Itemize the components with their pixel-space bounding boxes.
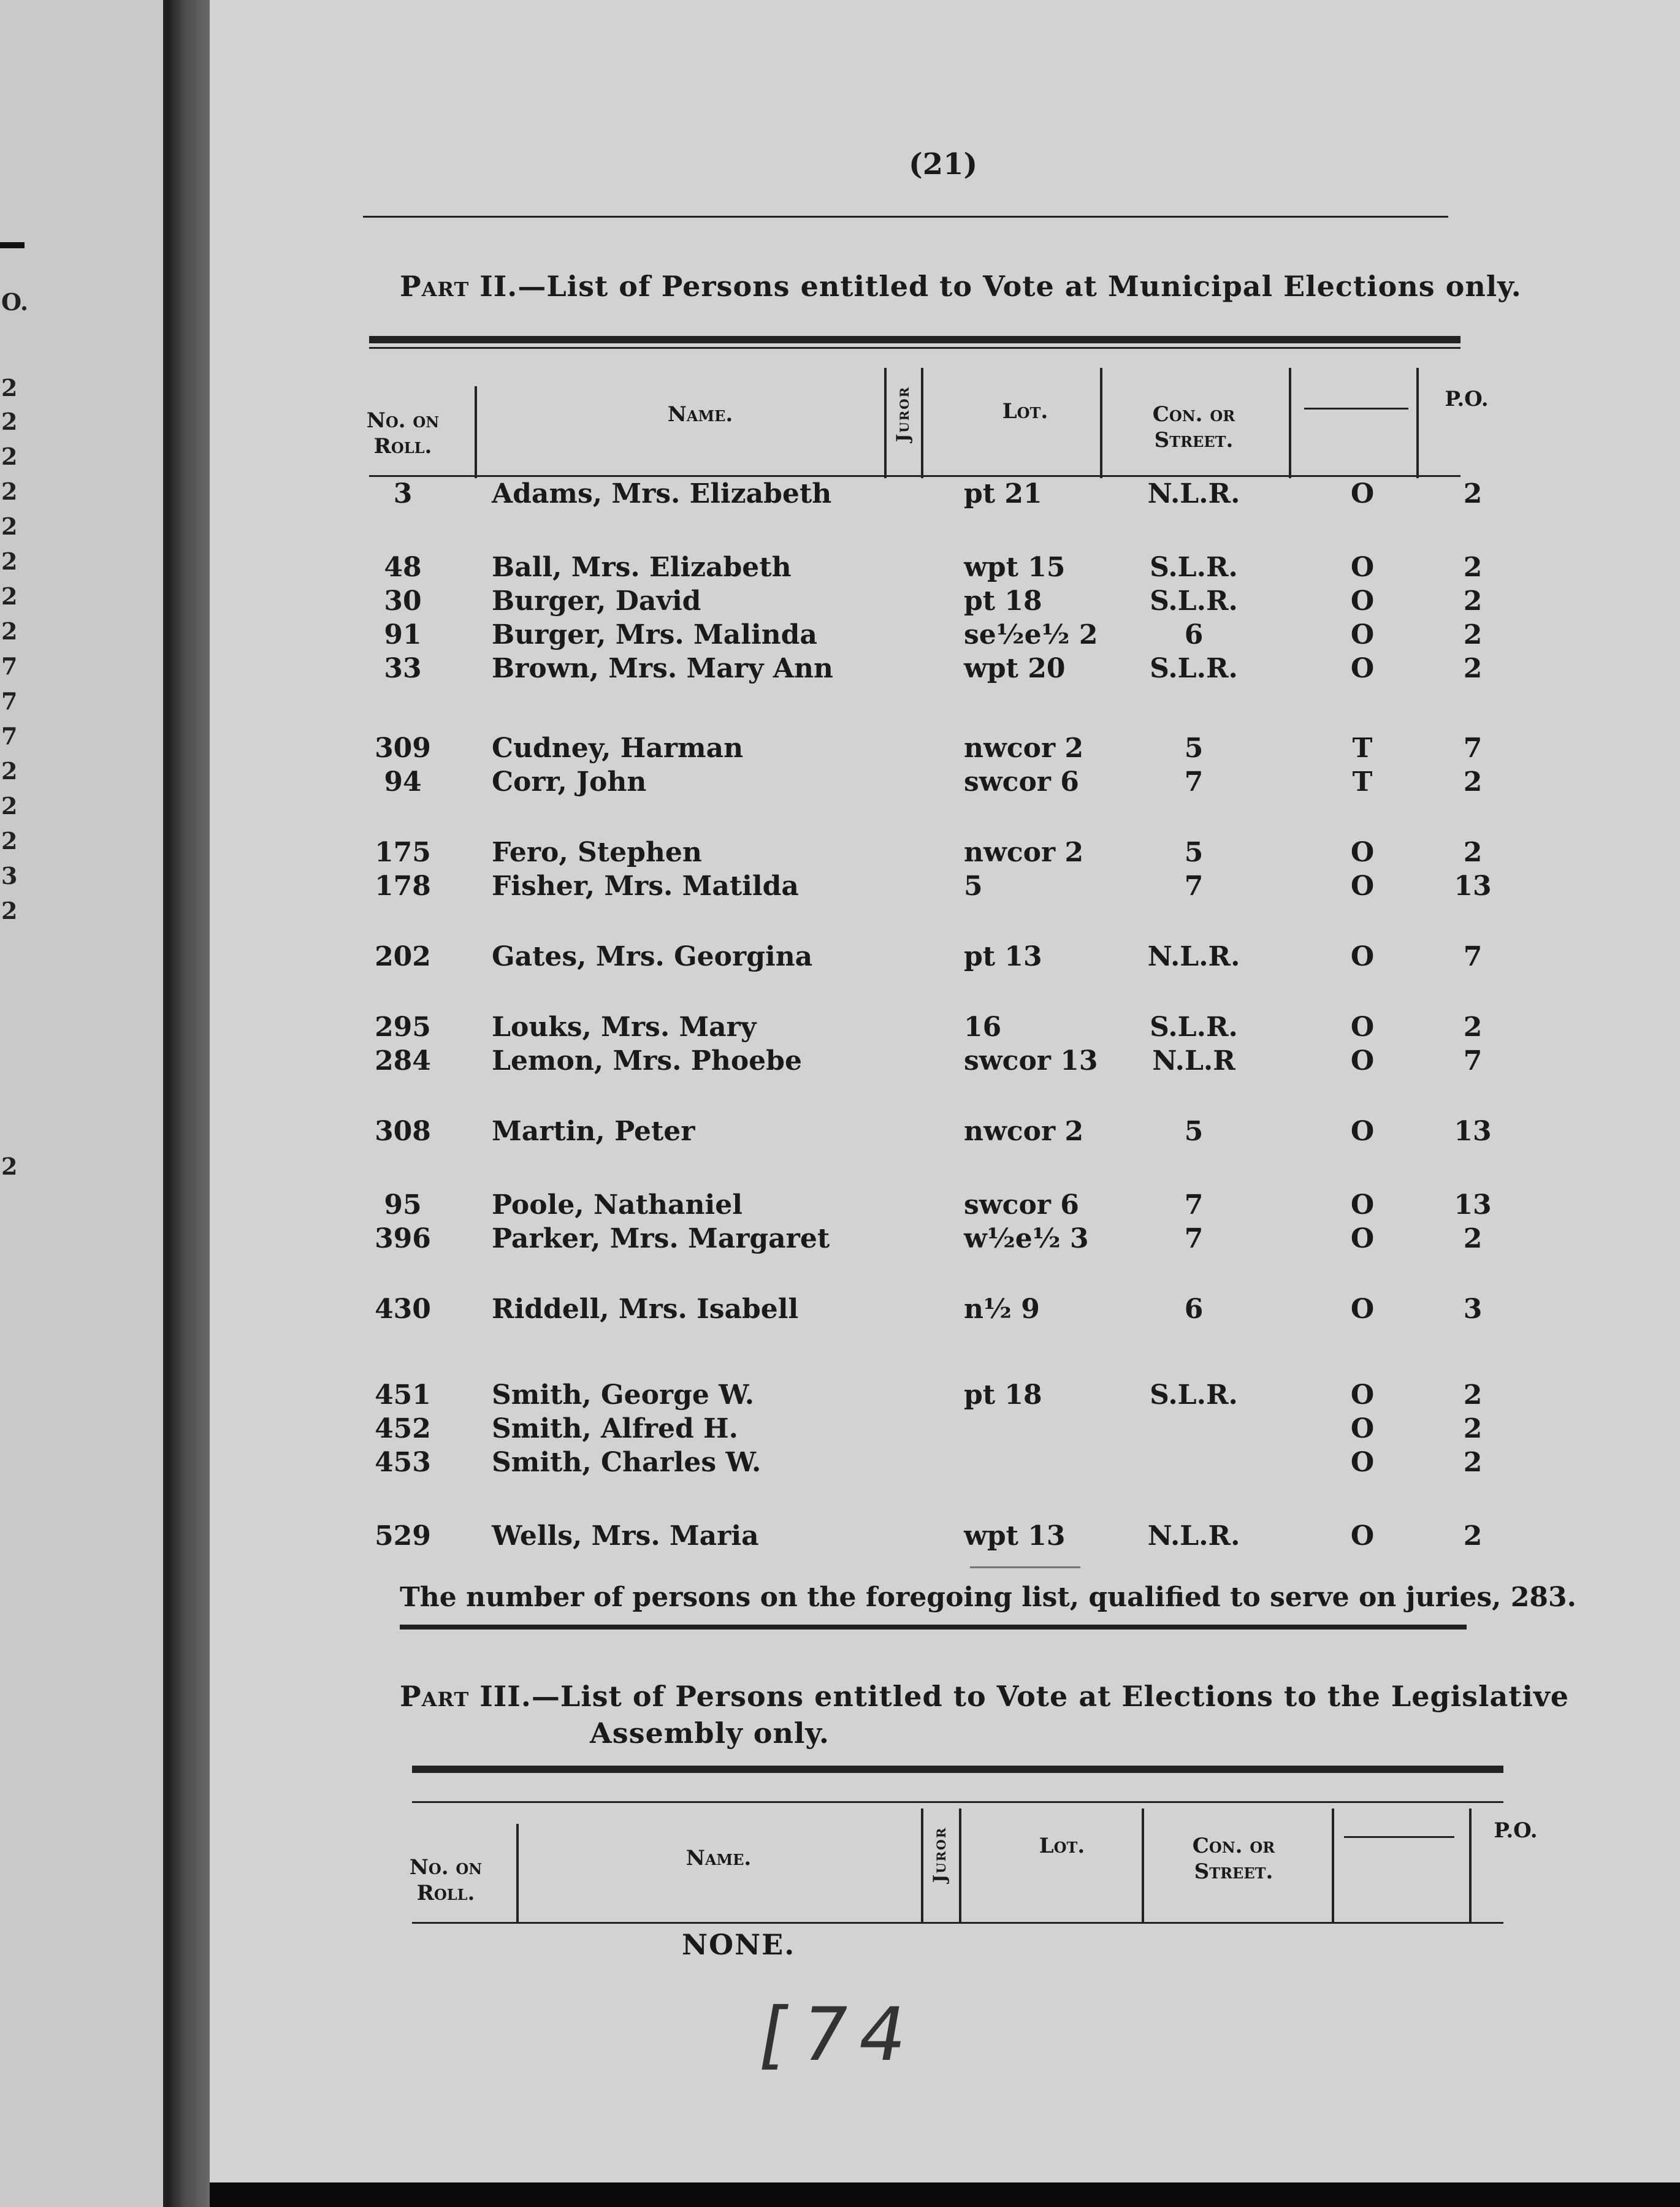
handwritten-note: [74 [754, 1992, 925, 2078]
cell-lot: n½ 9 [964, 1294, 1040, 1325]
cell-roll: 284 [375, 1045, 431, 1077]
cell-lot: pt 21 [964, 478, 1042, 509]
table-row [210, 552, 1680, 586]
cell-con: S.L.R. [1150, 1379, 1238, 1411]
part2-label: Part II. [400, 270, 518, 303]
part2-blank-header [1304, 408, 1408, 410]
cell-name: Parker, Mrs. Margaret [492, 1223, 830, 1254]
table-row [210, 1447, 1680, 1481]
cell-stat: O [1350, 837, 1375, 868]
part2-header-juror: Juror [893, 386, 913, 442]
page-number: (21) [909, 147, 978, 181]
cell-name: Wells, Mrs. Maria [492, 1520, 759, 1552]
part3-heavy-rule [412, 1766, 1503, 1773]
smudge-line [970, 1566, 1080, 1568]
part3-title-line1: —List of Persons entitled to Vote at Elections to the Legislative [531, 1680, 1570, 1713]
cell-stat: O [1350, 1223, 1375, 1254]
cell-name: Brown, Mrs. Mary Ann [492, 653, 833, 684]
part2-divider [884, 368, 887, 478]
cell-con: N.L.R [1152, 1045, 1235, 1077]
cell-stat: O [1350, 1520, 1375, 1552]
cell-lot: swcor 13 [964, 1045, 1098, 1077]
cell-name: Riddell, Mrs. Isabell [492, 1294, 799, 1325]
cell-name: Burger, David [492, 585, 701, 617]
left-page-fragment: 7 [1, 722, 18, 750]
cell-roll: 452 [375, 1413, 431, 1444]
cell-lot: 16 [964, 1012, 1002, 1043]
cell-po: 2 [1463, 1379, 1483, 1411]
cell-po: 7 [1463, 733, 1483, 764]
cell-roll: 178 [375, 871, 431, 902]
cell-roll: 91 [384, 619, 422, 650]
part2-footer: The number of persons on the foregoing list, qualified to serve on juries, 283. [400, 1582, 1576, 1613]
table-row [210, 1189, 1680, 1224]
part3-label: Part III. [400, 1680, 532, 1713]
cell-con: N.L.R. [1147, 1520, 1240, 1552]
part3-header-lot: Lot. [1039, 1834, 1085, 1858]
left-page-rule [0, 242, 25, 248]
cell-name: Ball, Mrs. Elizabeth [492, 552, 792, 583]
part3-light-rule [412, 1801, 1503, 1803]
cell-stat: O [1350, 1379, 1375, 1411]
table-row [210, 733, 1680, 767]
cell-roll: 308 [375, 1116, 431, 1147]
cell-stat: O [1350, 619, 1375, 650]
left-page-fragment: 7 [1, 652, 18, 680]
left-page-fragment: 7 [1, 687, 18, 715]
book-gutter [167, 0, 210, 2207]
cell-stat: O [1350, 1189, 1375, 1221]
cell-po: 13 [1454, 871, 1492, 902]
cell-po: 2 [1463, 837, 1483, 868]
cell-name: Fero, Stephen [492, 837, 702, 868]
cell-lot: swcor 6 [964, 766, 1079, 798]
cell-name: Burger, Mrs. Malinda [492, 619, 817, 650]
top-rule [363, 216, 1448, 218]
cell-con: 6 [1184, 1294, 1204, 1325]
part3-divider [921, 1809, 923, 1922]
left-page-fragment: 2 [1, 827, 18, 855]
cell-name: Adams, Mrs. Elizabeth [492, 478, 832, 509]
left-page-fragment: 2 [1, 897, 18, 924]
cell-roll: 48 [384, 552, 422, 583]
cell-con: N.L.R. [1147, 478, 1240, 509]
left-page-fragment: 2 [1, 792, 18, 820]
cell-po: 2 [1463, 619, 1483, 650]
part3-header-roll: No. on Roll. [409, 1855, 483, 1905]
left-page-fragment: 2 [1, 1153, 18, 1180]
part2-header-rule [369, 475, 1460, 477]
cell-name: Fisher, Mrs. Matilda [492, 871, 799, 902]
cell-roll: 33 [384, 653, 422, 684]
cell-con: S.L.R. [1150, 1012, 1238, 1043]
table-row [210, 1012, 1680, 1046]
cell-con: 5 [1184, 837, 1204, 868]
cell-con: 7 [1184, 1223, 1204, 1254]
cell-lot: nwcor 2 [964, 733, 1084, 764]
part3-title [400, 1680, 1569, 1713]
cell-name: Gates, Mrs. Georgina [492, 941, 813, 972]
cell-roll: 529 [375, 1520, 431, 1552]
part2-divider [1416, 368, 1419, 478]
part3-header-po: P.O. [1494, 1818, 1538, 1843]
part2-header-roll: No. on Roll. [366, 408, 440, 459]
cell-lot: nwcor 2 [964, 837, 1084, 868]
cell-con: S.L.R. [1150, 585, 1238, 617]
cell-po: 2 [1463, 478, 1483, 509]
table-row [210, 585, 1680, 620]
cell-stat: O [1350, 552, 1375, 583]
cell-con: 5 [1184, 733, 1204, 764]
cell-po: 2 [1463, 1413, 1483, 1444]
cell-lot: swcor 6 [964, 1189, 1079, 1221]
part3-divider [516, 1824, 519, 1922]
cell-stat: O [1350, 1045, 1375, 1077]
part3-divider [1469, 1809, 1472, 1922]
cell-po: 2 [1463, 552, 1483, 583]
cell-con: 6 [1184, 619, 1204, 650]
table-row [210, 1379, 1680, 1414]
cell-po: 13 [1454, 1189, 1492, 1221]
left-page-fragment: 3 [1, 862, 18, 890]
cell-roll: 396 [375, 1223, 431, 1254]
cell-name: Corr, John [492, 766, 647, 798]
cell-stat: T [1352, 733, 1373, 764]
cell-lot: wpt 13 [964, 1520, 1066, 1552]
table-row [210, 478, 1680, 513]
cell-con: N.L.R. [1147, 941, 1240, 972]
part2-end-rule [400, 1625, 1467, 1630]
cell-po: 2 [1463, 653, 1483, 684]
cell-po: 3 [1463, 1294, 1483, 1325]
table-row [210, 619, 1680, 654]
cell-lot: pt 18 [964, 1379, 1042, 1411]
table-row [210, 941, 1680, 975]
document-page [210, 0, 1680, 2182]
part3-divider [1142, 1809, 1144, 1922]
part3-header-con: Con. or Street. [1192, 1834, 1275, 1884]
part3-title-line2: Assembly only. [590, 1717, 830, 1750]
cell-roll: 30 [384, 585, 422, 617]
left-page-fragment: 2 [1, 408, 18, 435]
cell-con: 7 [1184, 871, 1204, 902]
cell-lot: se½e½ 2 [964, 619, 1098, 650]
cell-name: Louks, Mrs. Mary [492, 1012, 757, 1043]
left-page-fragment: 2 [1, 374, 18, 402]
cell-lot: pt 18 [964, 585, 1042, 617]
cell-po: 2 [1463, 1223, 1483, 1254]
cell-lot: 5 [964, 871, 983, 902]
cell-name: Smith, George W. [492, 1379, 755, 1411]
cell-po: 2 [1463, 1012, 1483, 1043]
part3-divider [1332, 1809, 1334, 1922]
cell-name: Smith, Alfred H. [492, 1413, 738, 1444]
cell-con: 7 [1184, 1189, 1204, 1221]
part2-header-lot: Lot. [1002, 399, 1048, 424]
cell-stat: O [1350, 1012, 1375, 1043]
cell-po: 7 [1463, 941, 1483, 972]
cell-stat: T [1352, 766, 1373, 798]
part3-header-rule [412, 1922, 1503, 1924]
cell-roll: 451 [375, 1379, 431, 1411]
cell-roll: 453 [375, 1447, 431, 1478]
cell-roll: 3 [393, 478, 413, 509]
cell-con: S.L.R. [1150, 552, 1238, 583]
left-page-fragment: 2 [1, 547, 18, 575]
left-page-fragment: 2 [1, 617, 18, 645]
part2-divider [921, 368, 923, 478]
part2-header-con: Con. or Street. [1152, 402, 1235, 452]
cell-po: 2 [1463, 585, 1483, 617]
cell-roll: 175 [375, 837, 431, 868]
cell-stat: O [1350, 1294, 1375, 1325]
cell-po: 2 [1463, 766, 1483, 798]
cell-stat: O [1350, 585, 1375, 617]
part3-none: NONE. [682, 1928, 796, 1961]
table-row [210, 1520, 1680, 1555]
left-page-fragment: 2 [1, 443, 18, 470]
part2-light-rule [369, 347, 1460, 349]
cell-name: Martin, Peter [492, 1116, 695, 1147]
left-facing-page [0, 0, 167, 2207]
table-row [210, 837, 1680, 871]
cell-stat: O [1350, 478, 1375, 509]
left-page-fragment: 2 [1, 513, 18, 540]
left-page-fragment: O. [1, 288, 29, 316]
part2-header-name: Name. [667, 402, 733, 427]
table-row [210, 1413, 1680, 1447]
cell-lot: wpt 20 [964, 653, 1066, 684]
cell-lot: w½e½ 3 [964, 1223, 1089, 1254]
cell-lot: pt 13 [964, 941, 1042, 972]
cell-con: 7 [1184, 766, 1204, 798]
part2-heavy-rule [369, 336, 1460, 343]
cell-stat: O [1350, 871, 1375, 902]
left-page-fragment: 2 [1, 582, 18, 610]
cell-con: S.L.R. [1150, 653, 1238, 684]
cell-roll: 94 [384, 766, 422, 798]
cell-name: Lemon, Mrs. Phoebe [492, 1045, 802, 1077]
cell-po: 13 [1454, 1116, 1492, 1147]
cell-po: 7 [1463, 1045, 1483, 1077]
table-row [210, 1045, 1680, 1080]
part3-header-name: Name. [685, 1846, 752, 1870]
cell-roll: 309 [375, 733, 431, 764]
cell-lot: wpt 15 [964, 552, 1066, 583]
table-row [210, 1294, 1680, 1328]
part3-header-juror: Juror [930, 1826, 950, 1883]
left-page-fragment: 2 [1, 757, 18, 785]
cell-stat: O [1350, 1116, 1375, 1147]
table-row [210, 653, 1680, 687]
cell-name: Cudney, Harman [492, 733, 744, 764]
part2-title [400, 270, 1522, 303]
cell-stat: O [1350, 1447, 1375, 1478]
cell-roll: 430 [375, 1294, 431, 1325]
table-row [210, 871, 1680, 905]
part2-divider [475, 386, 477, 478]
cell-name: Smith, Charles W. [492, 1447, 762, 1478]
table-row [210, 766, 1680, 801]
cell-name: Poole, Nathaniel [492, 1189, 743, 1221]
part2-divider [1289, 368, 1291, 478]
cell-roll: 295 [375, 1012, 431, 1043]
part2-header-po: P.O. [1445, 387, 1489, 411]
cell-lot: nwcor 2 [964, 1116, 1084, 1147]
part2-divider [1100, 368, 1102, 478]
table-row [210, 1116, 1680, 1150]
cell-stat: O [1350, 1413, 1375, 1444]
cell-stat: O [1350, 653, 1375, 684]
table-row [210, 1223, 1680, 1257]
cell-con: 5 [1184, 1116, 1204, 1147]
part3-divider [959, 1809, 961, 1922]
cell-po: 2 [1463, 1447, 1483, 1478]
cell-po: 2 [1463, 1520, 1483, 1552]
cell-stat: O [1350, 941, 1375, 972]
cell-roll: 202 [375, 941, 431, 972]
left-page-fragment: 2 [1, 478, 18, 505]
cell-roll: 95 [384, 1189, 422, 1221]
part3-blank-header [1344, 1836, 1454, 1838]
part2-title-text: —List of Persons entitled to Vote at Municipal Elections only. [517, 270, 1522, 303]
